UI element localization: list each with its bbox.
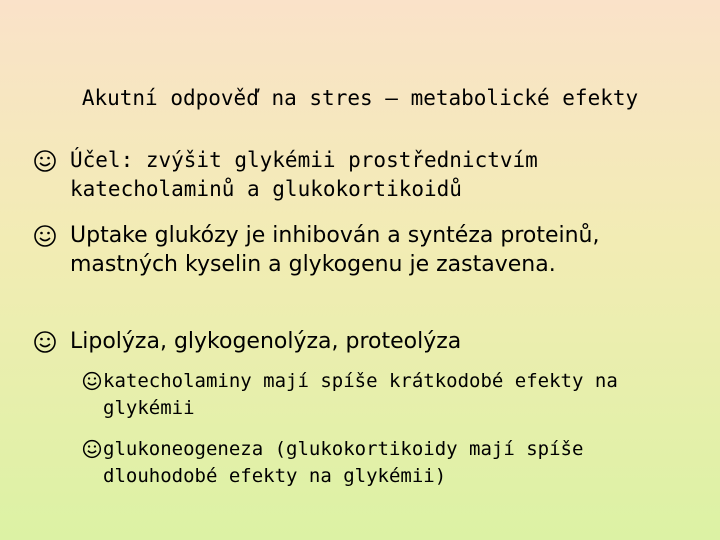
subbullet-item-gluconeogenesis <box>82 436 692 490</box>
smiley-icon <box>33 146 70 173</box>
bullet-text: Lipolýza, glykogenolýza, proteolýza <box>70 329 462 354</box>
bullet-text: Uptake glukózy je inhibován a syntéza proteinů, mastných kyselin a glykogenu je zastavena. <box>70 223 600 277</box>
bullet-text: Účel: zvýšit glykémii prostřednictvím katecholaminů a glukokortikoidů <box>70 148 538 201</box>
smiley-icon <box>33 327 70 354</box>
smiley-icon <box>82 368 103 391</box>
bullet-item-uptake <box>33 221 673 279</box>
bullet-item-purpose <box>33 146 673 204</box>
smiley-icon <box>33 221 70 248</box>
subbullet-text: katecholaminy mají spíše krátkodobé efekty na glykémii <box>103 370 618 419</box>
slide-title: Akutní odpověď na stres – metabolické efekty <box>81 86 639 110</box>
bullet-item-lipolysis <box>33 327 673 356</box>
subbullet-text: glukoneogeneza (glukokortikoidy mají spíše dlouhodobé efekty na glykémii) <box>103 438 584 487</box>
smiley-icon <box>82 436 103 459</box>
subbullet-item-catecholamines <box>82 368 692 422</box>
